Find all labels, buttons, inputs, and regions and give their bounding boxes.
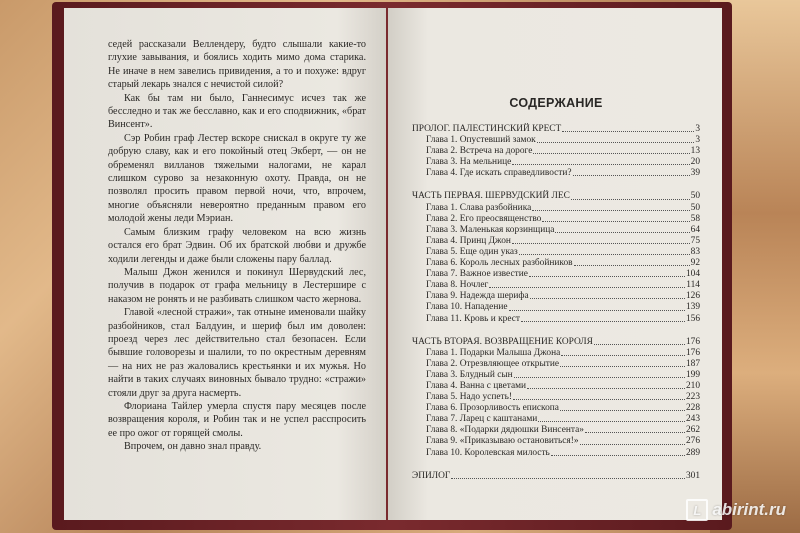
toc-entry-label: Глава 11. Кровь и крест — [426, 313, 521, 324]
toc-chapter-row — [412, 436, 700, 447]
dot-leader — [573, 175, 690, 176]
dot-leader — [537, 142, 695, 143]
toc-entry-label: Глава 8. Ночлег — [426, 280, 489, 291]
text-paragraph: седей рассказали Веллендеру, будто слышали какие-то глухие завывания, и боялись ходить мимо дома старика. Не иначе в нем завелись привидения, а то и похуже: вдруг старый лекарь знался с нечистой силой? — [108, 39, 366, 91]
right-page — [388, 8, 722, 520]
toc-page-number: 223 — [685, 392, 700, 403]
dot-leader — [527, 388, 685, 389]
toc-page-number: 3 — [695, 135, 700, 146]
toc-chapter-row — [412, 392, 700, 403]
toc-entry-label: ЧАСТЬ ПЕРВАЯ. ШЕРВУДСКИЙ ЛЕС — [412, 191, 570, 202]
toc-page-number: 114 — [686, 280, 700, 291]
toc-page-number: 20 — [690, 157, 700, 168]
toc-entry-label: Глава 9. «Приказываю остановиться!» — [426, 436, 579, 447]
labirint-logo-icon: L — [686, 499, 708, 521]
toc-section — [412, 471, 700, 482]
toc-page-number: 126 — [685, 291, 700, 302]
toc-chapter-row — [412, 370, 700, 381]
toc-chapter-row — [412, 348, 700, 359]
dot-leader — [580, 444, 685, 445]
toc-chapter-row — [412, 146, 700, 157]
toc-page-number: 104 — [685, 269, 700, 280]
dot-leader — [560, 410, 685, 411]
dot-leader — [509, 310, 685, 311]
toc-section — [412, 124, 700, 179]
toc-chapter-row — [412, 302, 700, 313]
toc-entry-label: Глава 4. Принц Джон — [426, 235, 511, 246]
text-paragraph: Впрочем, он давно знал правду. — [124, 441, 262, 453]
toc-chapter-row — [412, 280, 700, 291]
toc-chapter-row — [412, 258, 700, 269]
toc-entry-label: Глава 3. На мельнице — [426, 157, 512, 168]
toc-page-number: 75 — [690, 235, 700, 246]
toc-entry-label: Глава 10. Королевская милость — [426, 447, 550, 458]
dot-leader — [594, 344, 685, 345]
dot-leader — [560, 366, 685, 367]
text-paragraph: Флориана Тайлер умерла спустя пару месяцев после возвращения короля, и Робин так и не успел расспросить ее про ожог от горящей смолы. — [108, 400, 366, 439]
toc-page-number: 50 — [690, 202, 700, 213]
text-paragraph: Главой «лесной стражи», так отныне именовали шайку разбойников, стал Балдуин, и шериф был им доволен: проезд через лес действительно стал безопасен. Если бывшие головорезы и шалили, то по окрестным деревням — на них не раз жаловались крестьянки и их мужья. Но найти в таких случаях виновных бывало трудно: «стражи» стояли друг за друга насмерть. — [108, 307, 366, 399]
toc-section-heading — [412, 124, 700, 135]
toc-page-number: 243 — [685, 414, 700, 425]
toc-page-number: 64 — [690, 224, 700, 235]
toc-entry-label: Глава 2. Его преосвященство — [426, 213, 542, 224]
toc-entry-label: Глава 8. «Подарки дядюшки Винсента» — [426, 425, 584, 436]
dot-leader — [542, 221, 689, 222]
toc-entry-label: Глава 9. Надежда шерифа — [426, 291, 529, 302]
toc-page-number: 139 — [685, 302, 700, 313]
dot-leader — [519, 254, 690, 255]
dot-leader — [512, 243, 690, 244]
toc-entry-label: Глава 3. Маленькая корзинщица — [426, 224, 555, 235]
toc-entry-label: Глава 2. Встреча на дороге — [426, 146, 533, 157]
toc-page-number: 50 — [690, 191, 700, 202]
toc-entry-label: Глава 4. Ванна с цветами — [426, 380, 527, 391]
toc-chapter-row — [412, 448, 700, 459]
toc-page-number: 83 — [690, 246, 700, 257]
toc-page-number: 276 — [685, 436, 700, 447]
toc-page-number: 176 — [685, 336, 700, 347]
toc-entry-label: Глава 7. Важное известие — [426, 269, 528, 280]
toc-page-number: 92 — [690, 258, 700, 269]
toc-title: СОДЕРЖАНИЕ — [509, 96, 603, 110]
toc-chapter-row — [412, 359, 700, 370]
toc-page-number: 176 — [685, 347, 700, 358]
toc-entry-label: Глава 5. Еще один указ — [426, 246, 518, 257]
toc-page-number: 13 — [690, 146, 700, 157]
toc-chapter-row — [412, 236, 700, 247]
watermark-text: abirint.ru — [712, 500, 786, 519]
toc-chapter-row — [412, 381, 700, 392]
table-of-contents — [412, 124, 700, 482]
toc-section-heading — [412, 191, 700, 202]
dot-leader — [562, 131, 694, 132]
toc-entry-label: Глава 4. Где искать справедливости? — [426, 168, 572, 179]
toc-chapter-row — [412, 168, 700, 179]
text-paragraph: Как бы там ни было, Ганнесимус исчез так же бесследно и так же бесславно, как и его сподвижник, «брат Винсент». — [108, 92, 366, 131]
toc-chapter-row — [412, 269, 700, 280]
toc-chapter-row — [412, 403, 700, 414]
dot-leader — [529, 276, 685, 277]
toc-page-number: 3 — [695, 124, 700, 134]
dot-leader — [574, 265, 690, 266]
toc-chapter-row — [412, 157, 700, 168]
toc-section — [412, 337, 700, 459]
dot-leader — [530, 298, 685, 299]
dot-leader — [512, 164, 689, 165]
toc-chapter-row — [412, 291, 700, 302]
toc-page-number: 301 — [685, 470, 700, 481]
text-paragraph: Сэр Робин граф Лестер вскоре снискал в округе ту же добрую славу, как и его покойный отец Экберт, — он не обременял вилланов тяжелыми налогами, не карал слишком сурово за незаконную охоту. Правда, он не позволял просить правом первой ночи, что, впрочем, многие объясняли невероятно преданным правом его молодой жены леди Мэриан. — [108, 132, 366, 225]
toc-chapter-row — [412, 414, 700, 425]
toc-entry-label: Глава 3. Блудный сын — [426, 369, 513, 380]
toc-page-number: 39 — [690, 168, 700, 179]
toc-entry-label: Глава 2. Отрезвляющее открытие — [426, 358, 560, 369]
toc-chapter-row — [412, 314, 700, 325]
toc-chapter-row — [412, 214, 700, 225]
toc-page-number: 262 — [685, 425, 700, 436]
toc-chapter-row — [412, 203, 700, 214]
toc-entry-label: Глава 10. Нападение — [426, 302, 508, 313]
toc-section-heading — [412, 471, 700, 482]
dot-leader — [513, 399, 685, 400]
toc-page-number: 228 — [685, 403, 700, 414]
dot-leader — [521, 321, 685, 322]
toc-entry-label: ПРОЛОГ. ПАЛЕСТИНСКИЙ КРЕСТ — [412, 124, 562, 134]
toc-page-number: 289 — [685, 447, 700, 458]
dot-leader — [571, 199, 690, 200]
toc-chapter-row — [412, 425, 700, 436]
toc-entry-label: Глава 5. Надо успеть! — [426, 392, 512, 403]
toc-entry-label: ЭПИЛОГ — [412, 470, 451, 481]
toc-chapter-row — [412, 225, 700, 236]
toc-entry-label: Глава 1. Опустевший замок — [426, 135, 536, 146]
left-page — [64, 8, 386, 520]
dot-leader — [551, 455, 685, 456]
toc-entry-label: ЧАСТЬ ВТОРАЯ. ВОЗВРАЩЕНИЕ КОРОЛЯ — [412, 336, 593, 347]
toc-chapter-row — [412, 247, 700, 258]
toc-entry-label: Глава 6. Прозорливость епископа — [426, 403, 559, 414]
toc-entry-label: Глава 1. Слава разбойника — [426, 202, 532, 213]
dot-leader — [555, 232, 689, 233]
toc-page-number: 210 — [685, 380, 700, 391]
text-paragraph: Малыш Джон женился и покинул Шервудский лес, получив в подарок от графа мельницу в Лестершире с наказом не ронять и не разбивать слишком часто жернова. — [108, 266, 366, 305]
toc-page-number: 58 — [690, 213, 700, 224]
dot-leader — [451, 478, 685, 479]
toc-page-number: 199 — [685, 369, 700, 380]
dot-leader — [532, 210, 689, 211]
toc-chapter-row — [412, 135, 700, 146]
toc-section-heading — [412, 337, 700, 348]
dot-leader — [561, 355, 685, 356]
toc-page-number: 156 — [685, 313, 700, 324]
dot-leader — [538, 421, 685, 422]
toc-section — [412, 191, 700, 324]
toc-page-number: 187 — [685, 358, 700, 369]
dot-leader — [514, 377, 685, 378]
dot-leader — [489, 287, 685, 288]
text-paragraph: Самым близким графу человеком на всю жизнь остался его брат Эдвин. Об их братской любви и дружбе ходили легенды и даже были сложены пару баллад. — [108, 226, 366, 265]
toc-entry-label: Глава 7. Ларец с каштанами — [426, 414, 538, 425]
dot-leader — [585, 432, 685, 433]
toc-entry-label: Глава 1. Подарки Малыша Джона — [426, 347, 561, 358]
toc-entry-label: Глава 6. Король лесных разбойников — [426, 258, 573, 269]
watermark — [686, 499, 786, 521]
dot-leader — [533, 153, 689, 154]
